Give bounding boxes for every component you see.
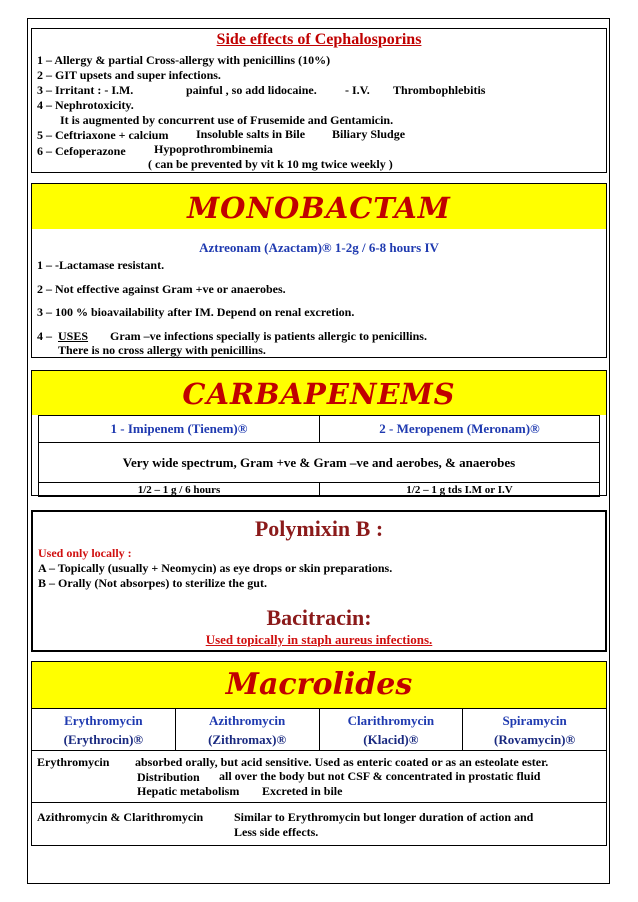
macrolide-drug-brand: (Klacid)® bbox=[363, 731, 419, 747]
carb-drug-2: 2 - Meropenem (Meronam)® bbox=[320, 416, 600, 443]
ceph-line-3a: 3 – Irritant : - I.M. bbox=[37, 83, 134, 97]
ceph-line-6a: 6 – Cefoperazone bbox=[37, 144, 126, 158]
azi-line-2: Less side effects. bbox=[234, 825, 319, 839]
macrolide-drug-cell bbox=[463, 709, 607, 751]
monobactam-title: MONOBACTAM bbox=[187, 191, 451, 225]
carbapenems-title-band bbox=[32, 371, 606, 415]
ceph-line-6c: ( can be prevented by vit k 10 mg twice weekly ) bbox=[148, 157, 393, 171]
carb-dose-2: 1/2 – 1 g tds I.M or I.V bbox=[320, 483, 600, 497]
ceph-line-5a: 5 – Ceftriaxone + calcium bbox=[37, 128, 169, 142]
macrolide-drug-cell bbox=[319, 709, 463, 751]
carbapenems-table bbox=[38, 415, 600, 497]
macrolide-drug-name: Azithromycin bbox=[208, 712, 286, 728]
ery-line-3: Excreted in bile bbox=[262, 784, 343, 798]
mono-uses-label: USES bbox=[58, 329, 89, 343]
mono-line-1: 1 – -Lactamase resistant. bbox=[37, 258, 165, 272]
ceph-line-1: 1 – Allergy & partial Cross-allergy with penicillins (10%) bbox=[37, 53, 331, 67]
mono-line-4d: There is no cross allergy with penicillins. bbox=[58, 343, 266, 357]
ery-metabolism-label: Hepatic metabolism bbox=[137, 784, 240, 798]
polymixin-note: Used only locally : bbox=[38, 546, 132, 560]
ceph-line-3b: painful , so add lidocaine. bbox=[186, 83, 317, 97]
ery-distribution-label: Distribution bbox=[137, 770, 200, 784]
ery-line-2: all over the body but not CSF & concentrated in prostatic fluid bbox=[219, 769, 541, 783]
azi-label: Azithromycin & Clarithromycin bbox=[37, 810, 204, 824]
cephalosporins-section bbox=[31, 28, 607, 173]
macrolide-drug-brand: (Zithromax)® bbox=[208, 731, 287, 747]
mono-line-3: 3 – 100 % bioavailability after IM. Depend on renal excretion. bbox=[37, 305, 355, 319]
ery-label: Erythromycin bbox=[37, 755, 110, 769]
carb-dose-1: 1/2 – 1 g / 6 hours bbox=[39, 483, 320, 497]
monobactam-title-band bbox=[32, 184, 606, 229]
ceph-line-2: 2 – GIT upsets and super infections. bbox=[37, 68, 221, 82]
macrolide-drug-cell bbox=[32, 709, 176, 751]
polymixin-a: A – Topically (usually + Neomycin) as eye drops or skin preparations. bbox=[38, 561, 393, 575]
macrolides-drug-table bbox=[31, 708, 607, 751]
ceph-line-3d: Thrombophlebitis bbox=[393, 83, 486, 97]
mono-line-4a: 4 – bbox=[37, 329, 52, 343]
monobactam-drug: Aztreonam (Azactam)® 1-2g / 6-8 hours IV bbox=[199, 240, 439, 255]
bacitracin-note: Used topically in staph aureus infections. bbox=[205, 632, 433, 647]
macrolide-drug-name: Spiramycin bbox=[502, 712, 567, 728]
bacitracin-title: Bacitracin: bbox=[266, 605, 372, 630]
polymixin-b: B – Orally (Not absorpes) to sterilize the gut. bbox=[38, 576, 267, 590]
macrolides-title-band bbox=[32, 662, 606, 708]
macrolide-drug-name: Erythromycin bbox=[64, 712, 143, 728]
macrolides-section bbox=[31, 661, 607, 846]
macrolide-drug-name: Clarithromycin bbox=[347, 712, 435, 728]
ery-line-1: absorbed orally, but acid sensitive. Used as enteric coated or as an esteolate ester. bbox=[135, 755, 549, 769]
carb-drug-1: 1 - Imipenem (Tienem)® bbox=[39, 416, 320, 443]
erythromycin-block bbox=[32, 751, 606, 803]
ceph-line-4: 4 – Nephrotoxicity. bbox=[37, 98, 134, 112]
ceph-line-5c: Biliary Sludge bbox=[332, 127, 406, 141]
carbapenems-title: CARBAPENEMS bbox=[182, 377, 456, 411]
azi-line-1: Similar to Erythromycin but longer duration of action and bbox=[234, 810, 534, 824]
carb-spectrum: Very wide spectrum, Gram +ve & Gram –ve and aerobes, & anaerobes bbox=[39, 443, 600, 483]
monobactam-section bbox=[31, 183, 607, 358]
ceph-line-3c: - I.V. bbox=[345, 83, 370, 97]
carbapenems-section bbox=[31, 370, 607, 496]
polymixin-section bbox=[31, 510, 607, 652]
mono-line-4c: Gram –ve infections specially is patients allergic to penicillins. bbox=[110, 329, 427, 343]
polymixin-title: Polymixin B : bbox=[254, 516, 384, 541]
mono-line-2: 2 – Not effective against Gram +ve or anaerobes. bbox=[37, 282, 286, 296]
macrolide-drug-cell bbox=[175, 709, 319, 751]
macrolide-drug-brand: (Rovamycin)® bbox=[494, 731, 576, 747]
ceph-line-5b: Insoluble salts in Bile bbox=[196, 127, 306, 141]
macrolides-title: Macrolides bbox=[225, 667, 413, 702]
macrolide-drug-brand: (Erythrocin)® bbox=[63, 731, 144, 747]
ceph-line-4b: It is augmented by concurrent use of Frusemide and Gentamicin. bbox=[60, 113, 394, 127]
cephalosporins-title: Side effects of Cephalosporins bbox=[216, 31, 422, 48]
ceph-line-6b: Hypoprothrombinemia bbox=[154, 142, 273, 156]
